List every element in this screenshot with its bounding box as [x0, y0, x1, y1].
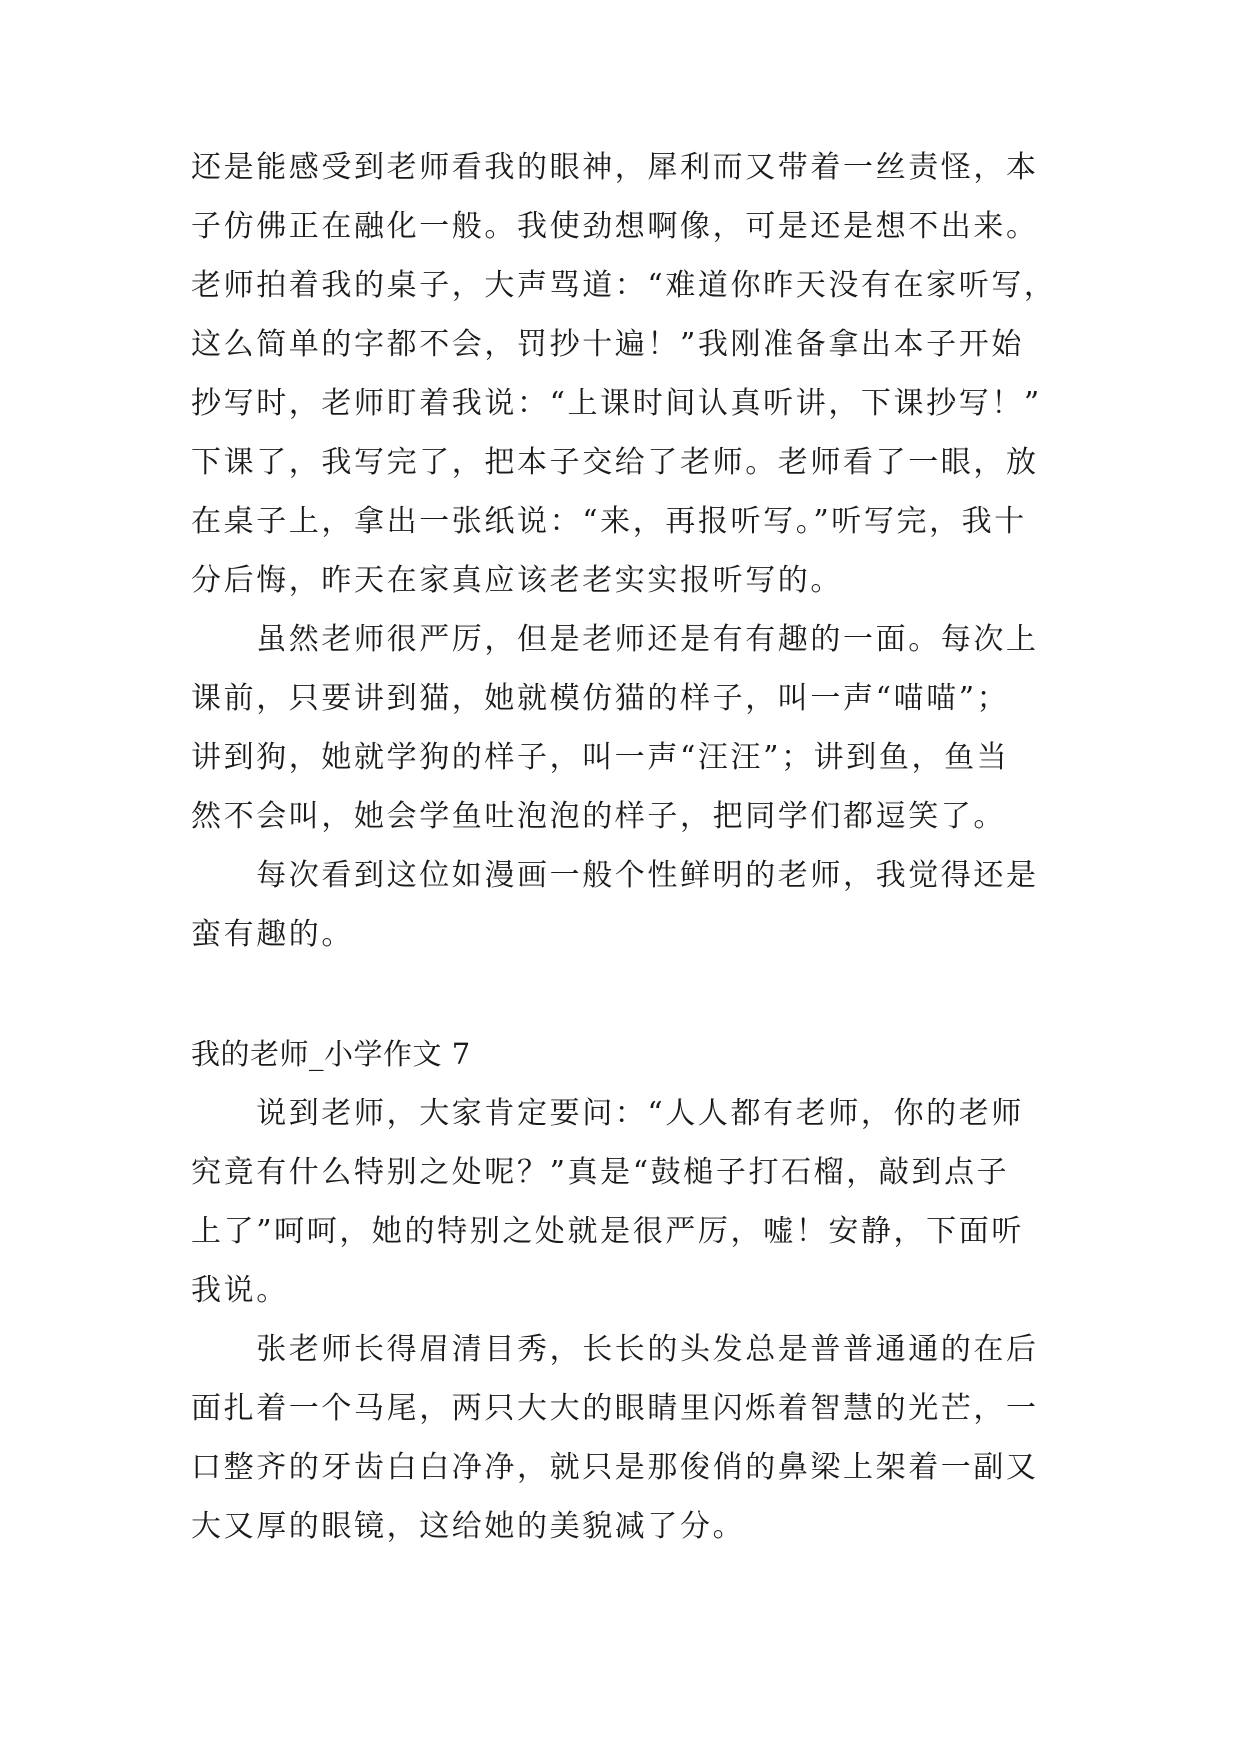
text-line: 然不会叫，她会学鱼吐泡泡的样子，把同学们都逗笑了。 — [191, 799, 1006, 834]
text-line: 分后悔，昨天在家真应该老老实实报听写的。 — [191, 563, 843, 598]
text-line: 说到老师，大家肯定要问：“人人都有老师，你的老师 — [191, 1096, 1024, 1131]
text-line: 这么简单的字都不会，罚抄十遍！”我刚准备拿出本子开始 — [191, 327, 1024, 362]
text-line: 大又厚的眼镜，这给她的美貌减了分。 — [191, 1509, 746, 1544]
text-line: 究竟有什么特别之处呢？”真是“鼓槌子打石榴，敲到点子 — [191, 1155, 1010, 1190]
text-line: 子仿佛正在融化一般。我使劲想啊像，可是还是想不出来。 — [191, 209, 1039, 244]
text-line: 口整齐的牙齿白白净净，就只是那俊俏的鼻梁上架着一副又 — [191, 1450, 1039, 1485]
text-line: 还是能感受到老师看我的眼神，犀利而又带着一丝责怪，本 — [191, 150, 1039, 185]
text-line: 在桌子上，拿出一张纸说：“来，再报听写。”听写完，我十 — [191, 504, 1027, 539]
text-line: 我说。 — [191, 1273, 289, 1308]
text-line: 老师拍着我的桌子，大声骂道：“难道你昨天没有在家听写， — [191, 268, 1057, 303]
text-line: 面扎着一个马尾，两只大大的眼睛里闪烁着智慧的光芒，一 — [191, 1391, 1039, 1426]
text-line: 下课了，我写完了，把本子交给了老师。老师看了一眼，放 — [191, 445, 1039, 480]
essay-7 — [191, 1025, 1071, 1556]
essay-continuation — [191, 138, 1071, 964]
text-line: 上了”呵呵，她的特别之处就是很严厉，嘘！安静，下面听 — [191, 1214, 1024, 1249]
text-line: 讲到狗，她就学狗的样子，叫一声“汪汪”；讲到鱼，鱼当 — [191, 740, 1010, 775]
text-line: 每次看到这位如漫画一般个性鲜明的老师，我觉得还是 — [191, 858, 1039, 893]
text-line: 蛮有趣的。 — [191, 917, 354, 952]
text-line: 虽然老师很严厉，但是老师还是有有趣的一面。每次上 — [191, 622, 1039, 657]
text-line: 课前，只要讲到猫，她就模仿猫的样子，叫一声“喵喵”； — [191, 681, 1010, 716]
text-line: 抄写时，老师盯着我说：“上课时间认真听讲，下课抄写！” — [191, 386, 1042, 421]
essay-title: 我的老师_小学作文 7 — [191, 1037, 471, 1071]
text-line: 张老师长得眉清目秀，长长的头发总是普普通通的在后 — [191, 1332, 1039, 1367]
